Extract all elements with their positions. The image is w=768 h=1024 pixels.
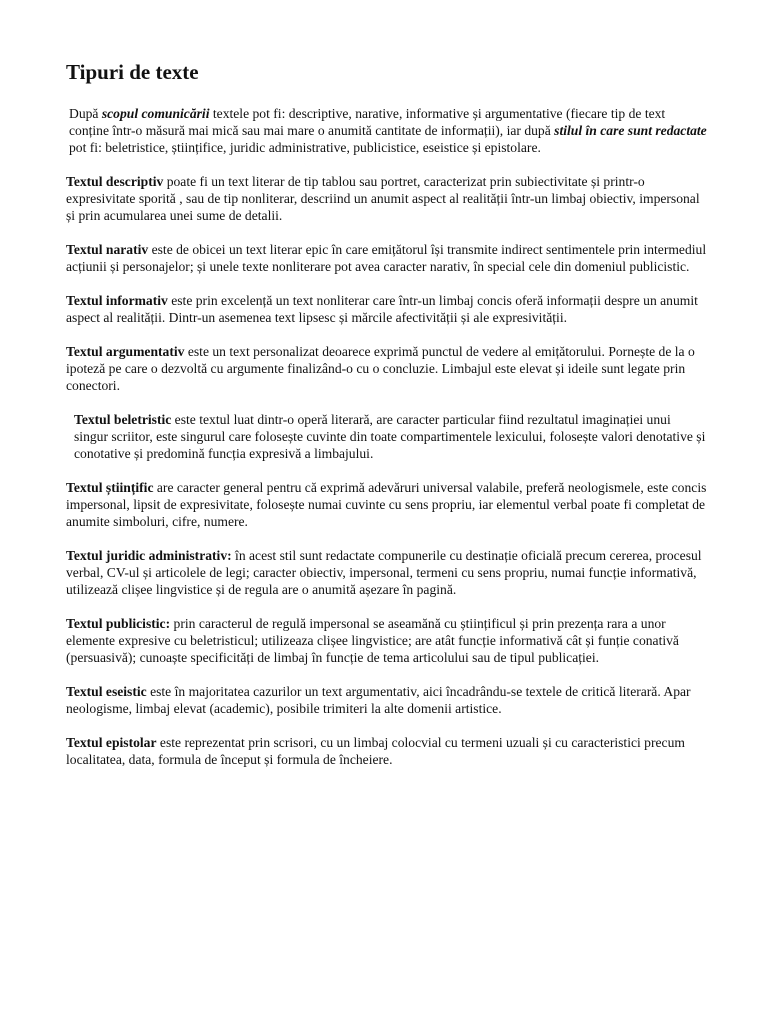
paragraph-publicistic (66, 615, 708, 666)
paragraph-term: Textul informativ (66, 293, 168, 309)
intro-emphasis-purpose: scopul comunicării (101, 106, 210, 122)
intro-emphasis-style: stilul în care sunt redactate (554, 123, 707, 139)
paragraph-text: este reprezentat prin scrisori, cu un limbaj colocvial cu termeni uzuali și cu caracteristici precum localitatea, data, formula de început și formula de încheiere. (66, 735, 685, 768)
paragraph-term: Textul narativ (66, 242, 149, 258)
paragraph-term: Textul eseistic (66, 684, 147, 700)
intro-text: textele pot fi: descriptive, narative, informative și argumentative (fiecare tip de text conține într-o măsură mai mică sau mai mare o anumită cantitate de informații), iar după (69, 106, 666, 139)
paragraph-text: este un text personalizat deoarece exprimă punctul de vedere al emițătorului. Pornește de la o ipoteză pe care o dezvoltă cu argumente finalizând-o cu o concluzie. Limbajul este elevat și ideile sunt legate prin conectori. (66, 344, 695, 394)
paragraph-text: este textul luat dintr-o operă literară, are caracter particular fiind rezultatul imaginației unui singur scriitor, este singurul care folosește cuvinte din toate compartimentele lexicului, folosește valori denotative și conotative și predomină funcția expresivă a limbajului. (74, 412, 706, 462)
page-title: Tipuri de texte (66, 60, 199, 84)
paragraph-narrative (66, 241, 708, 275)
paragraph-term: Textul beletristic (74, 412, 172, 428)
paragraph-argumentative (66, 343, 708, 394)
paragraph-scientific (66, 479, 708, 530)
paragraph-eseistic (66, 683, 708, 717)
paragraph-juridic (66, 547, 708, 598)
paragraph-text: prin caracterul de regulă impersonal se aseamănă cu științificul și prin prezența rara a unor elemente expresive cu beletristicul; utilizeaza clișee lingvistice; are atât funcție informativă cât și funție conativă (persuasivă); cunoaște specificități de limbaj în funcție de tema articolului sau de tipul publicației. (66, 616, 679, 666)
paragraph-text: în acest stil sunt redactate compunerile cu destinație oficială precum cererea, procesul verbal, CV-ul și articolele de legi; caracter obiectiv, impersonal, termeni cu sens propriu, numai funcție informativă, utilizează clișee lingvistice și de regula are o anumită așezare în pagină. (66, 548, 702, 598)
paragraph-text: poate fi un text literar de tip tablou sau portret, caracterizat prin subiectivitate și printr-o expresivitate sporită , sau de tip nonliterar, descriind un anumit aspect al realității într-un limbaj obiectiv, impersonal și prin acumularea unei sume de detalii. (66, 174, 700, 224)
paragraph-text: este în majoritatea cazurilor un text argumentativ, aici încadrându-se textele de critică literară. Apar neologisme, limbaj elevat (academic), posibile trimiteri la alte domenii artistice. (66, 684, 691, 717)
paragraph-text: are caracter general pentru că exprimă adevăruri universal valabile, preferă neologismele, este concis impersonal, lipsit de expresivitate, folosește numai cuvinte cu sens propriu, iar elementul verbal poate fi completat de anumite simboluri, cifre, numere. (66, 480, 707, 530)
intro-text: pot fi: beletristice, științifice, juridic administrative, publicistice, eseistice și epistolare. (69, 140, 541, 156)
paragraph-term: Textul descriptiv (66, 174, 164, 190)
paragraph-text: este prin excelență un text nonliterar care într-un limbaj concis oferă informații despre un anumit aspect al realității. Dintr-un asemenea text lipsesc și mărcile afectivității și ale expresivității. (66, 293, 698, 326)
paragraph-term: Textul epistolar (66, 735, 157, 751)
paragraph-descriptive (66, 173, 708, 224)
paragraph-beletristic (66, 411, 708, 462)
paragraph-term: Textul juridic administrativ: (66, 548, 232, 564)
paragraph-term: Textul publicistic: (66, 616, 171, 632)
intro-paragraph (66, 105, 708, 156)
paragraph-term: Textul argumentativ (66, 344, 185, 360)
paragraph-term: Textul științific (66, 480, 154, 496)
document-page (66, 60, 708, 785)
intro-text: După (69, 106, 102, 122)
paragraph-informative (66, 292, 708, 326)
paragraph-text: este de obicei un text literar epic în care emițătorul își transmite indirect sentimentele prin intermediul acțiunii și personajelor; și unele texte nonliterare pot avea caracter narativ, în special cele din domeniul publicistic. (66, 242, 707, 275)
paragraph-epistolar (66, 734, 708, 768)
